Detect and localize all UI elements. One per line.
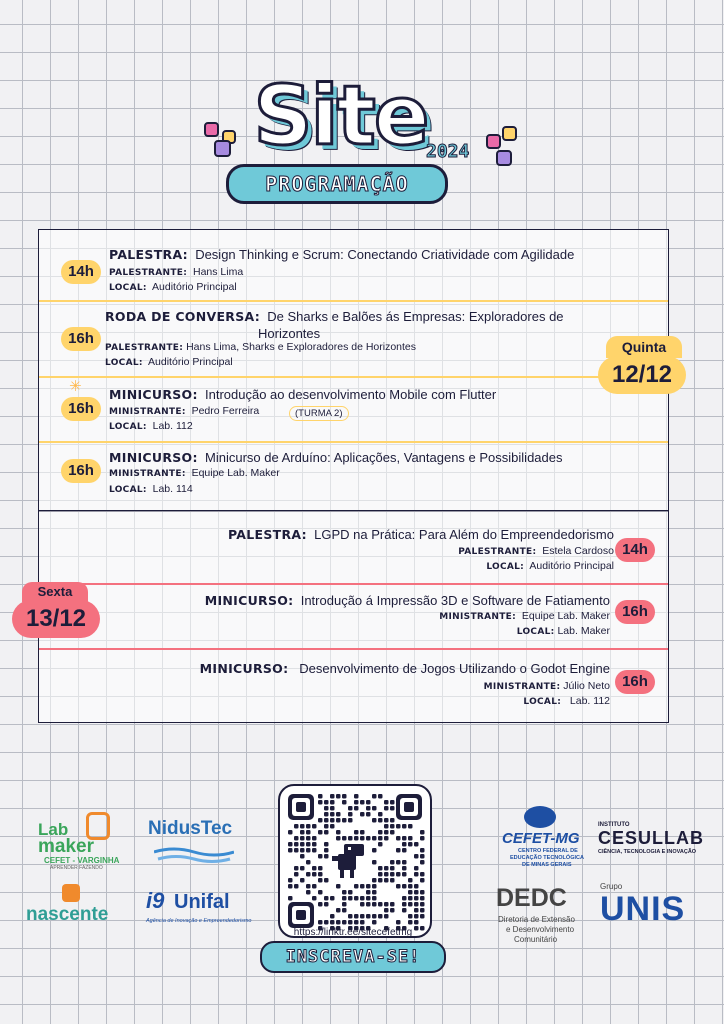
logo-cesullab	[598, 822, 708, 862]
local-label: LOCAL:	[109, 283, 147, 293]
logo-year: 2024	[426, 141, 470, 162]
labmaker-line2: maker	[38, 836, 94, 857]
dedc-line3: Comunitário	[514, 935, 558, 944]
event-time-pill: 16h	[615, 670, 655, 694]
local-label: LOCAL:	[109, 422, 147, 432]
nascente-icon	[62, 884, 80, 902]
event-title	[200, 661, 610, 676]
event-local	[486, 560, 614, 572]
hand-icon	[86, 812, 110, 840]
day-weekday-sexta: Sexta	[22, 582, 88, 602]
sexta-schedule-box	[38, 510, 669, 723]
divider	[39, 376, 668, 378]
speaker-label: PALESTRANTE:	[109, 268, 188, 278]
logo-labmaker	[30, 812, 120, 872]
event-local	[109, 420, 193, 432]
event-speaker	[109, 467, 280, 479]
cefet-emblem	[524, 806, 556, 828]
decor-square-pink	[204, 122, 219, 137]
speaker-name: Pedro Ferreira	[191, 405, 260, 417]
event-local	[523, 695, 610, 707]
event-time-pill: 16h	[61, 397, 101, 421]
event-time-pill: 16h	[61, 327, 101, 351]
event-type: MINICURSO:	[204, 593, 294, 608]
logo-title: Site	[253, 69, 428, 164]
divider	[39, 441, 668, 443]
event-type: PALESTRA:	[227, 527, 307, 542]
unis-name: UNIS	[600, 890, 686, 928]
turma-badge: (TURMA 2)	[289, 406, 349, 421]
nidustec-name: NidusTec	[148, 818, 233, 839]
event-name: Design Thinking e Scrum: Conectando Criatividade com Agilidade	[195, 247, 575, 262]
local-value: Lab. 114	[152, 483, 193, 495]
event-type: RODA DE CONVERSA:	[105, 309, 261, 324]
event-time-pill: 14h	[615, 538, 655, 562]
event-name: LGPD na Prática: Para Além do Empreendedorismo	[314, 527, 614, 542]
local-label: LOCAL:	[523, 697, 562, 707]
cesullab-name: CESULLAB	[598, 828, 704, 848]
event-speaker	[439, 610, 610, 622]
logo-subtitle: PROGRAMAÇÃO	[226, 164, 448, 204]
event-local	[109, 281, 237, 293]
speaker-label: MINISTRANTE:	[439, 612, 517, 622]
decor-square-purple	[496, 150, 512, 166]
nascente-name: nascente	[26, 904, 109, 925]
speaker-name: Equipe Lab. Maker	[191, 467, 280, 479]
unis-top: Grupo	[600, 882, 623, 891]
speaker-name: Júlio Neto	[563, 680, 610, 692]
event-type: MINICURSO:	[199, 661, 289, 676]
logo-nidustec	[146, 816, 246, 872]
logo-cefet	[498, 806, 602, 870]
day-weekday-quinta: Quinta	[606, 336, 682, 358]
event-name: Introdução ao desenvolvimento Mobile com Flutter	[205, 387, 497, 402]
dedc-line2: e Desenvolvimento	[506, 925, 575, 934]
event-local	[105, 356, 233, 368]
dedc-line1: Diretoria de Extensão	[498, 915, 575, 924]
event-title	[109, 387, 496, 402]
event-local	[109, 483, 193, 495]
event-speaker	[109, 266, 243, 278]
speaker-label: MINISTRANTE:	[483, 682, 561, 692]
event-title-cont: Horizontes	[258, 326, 321, 341]
sparkle-icon: ✳	[69, 378, 82, 395]
unifal-name: Unifal	[174, 891, 230, 913]
speaker-label: PALESTRANTE:	[458, 547, 537, 557]
labmaker-line4: APRENDER FAZENDO	[50, 865, 103, 871]
day-date-sexta: 13/12	[12, 600, 100, 638]
event-speaker	[458, 545, 614, 557]
decor-square-purple	[214, 140, 231, 157]
cefet-line3: DE MINAS GERAIS	[522, 862, 572, 868]
quinta-schedule-box	[38, 229, 669, 512]
event-type: PALESTRA:	[109, 247, 188, 262]
local-value: Auditório Principal	[529, 560, 614, 572]
event-time-pill: 16h	[61, 459, 101, 483]
cefet-name: CEFET-MG	[502, 830, 580, 847]
event-speaker	[484, 680, 610, 692]
event-local	[517, 625, 610, 637]
dedc-name: DEDC	[496, 884, 567, 912]
event-type: MINICURSO:	[109, 450, 198, 465]
event-time-pill: 14h	[61, 260, 101, 284]
unifal-prefix: i9	[146, 888, 165, 913]
logo-unifal	[146, 888, 252, 932]
logo-unis	[600, 882, 700, 928]
speaker-name: Estela Cardoso	[542, 545, 614, 557]
divider	[39, 300, 668, 302]
event-name: De Sharks e Balões ás Empresas: Exploradores de	[267, 309, 564, 324]
unifal-tagline: Agência de Inovação e Empreendedorismo	[146, 918, 252, 924]
logo-dedc	[496, 884, 586, 944]
cefet-line1: CENTRO FEDERAL DE	[518, 848, 578, 854]
logo-nascente	[26, 884, 122, 928]
speaker-name: Hans Lima	[193, 266, 244, 278]
cesullab-tagline: CIÊNCIA, TECNOLOGIA E INOVAÇÃO	[598, 849, 697, 855]
cefet-line2: EDUCAÇÃO TECNOLÓGICA	[510, 855, 584, 861]
local-label: LOCAL:	[105, 358, 143, 368]
event-title	[105, 309, 564, 324]
event-type: MINICURSO:	[109, 387, 198, 402]
decor-square-pink	[486, 134, 501, 149]
speaker-label: PALESTRANTE:	[105, 343, 184, 353]
local-label: LOCAL:	[486, 562, 525, 572]
speaker-label: MINISTRANTE:	[109, 469, 186, 479]
speaker-name: Equipe Lab. Maker	[521, 610, 610, 622]
divider	[39, 648, 668, 650]
event-speaker	[105, 341, 416, 353]
local-label: LOCAL:	[516, 627, 555, 637]
wave-icon	[154, 846, 234, 866]
event-title	[109, 450, 563, 465]
speaker-name: Hans Lima, Sharks e Exploradores de Horizontes	[186, 341, 417, 353]
qr-url[interactable]: https://linktr.ee/sitecefetmg	[293, 927, 413, 938]
event-title	[228, 527, 614, 542]
cesullab-top: INSTITUTO	[598, 822, 630, 828]
event-name: Minicurso de Arduíno: Aplicações, Vantagens e Possibilidades	[205, 450, 563, 465]
speaker-label: MINISTRANTE:	[109, 407, 186, 417]
local-value: Lab. Maker	[557, 625, 610, 637]
local-value: Auditório Principal	[148, 356, 233, 368]
local-value: Auditório Principal	[152, 281, 237, 293]
signup-button[interactable]: INSCREVA-SE!	[260, 941, 446, 973]
day-date-quinta: 12/12	[598, 356, 686, 394]
decor-square-yellow	[502, 126, 517, 141]
event-title	[205, 593, 610, 608]
labmaker-line3: CEFET - VARGINHA	[44, 856, 120, 865]
event-name: Introdução á Impressão 3D e Software de Fatiamento	[300, 593, 610, 608]
local-value: Lab. 112	[152, 420, 193, 432]
labmaker-line1: Lab	[38, 820, 69, 839]
local-value: Lab. 112	[569, 695, 610, 707]
event-time-pill: 16h	[615, 600, 655, 624]
event-logo	[200, 69, 520, 214]
qr-code[interactable]	[278, 784, 432, 938]
divider	[39, 583, 668, 585]
local-label: LOCAL:	[109, 485, 147, 495]
event-title	[109, 247, 574, 262]
event-name: Desenvolvimento de Jogos Utilizando o Godot Engine	[299, 661, 610, 676]
event-speaker	[109, 405, 259, 417]
